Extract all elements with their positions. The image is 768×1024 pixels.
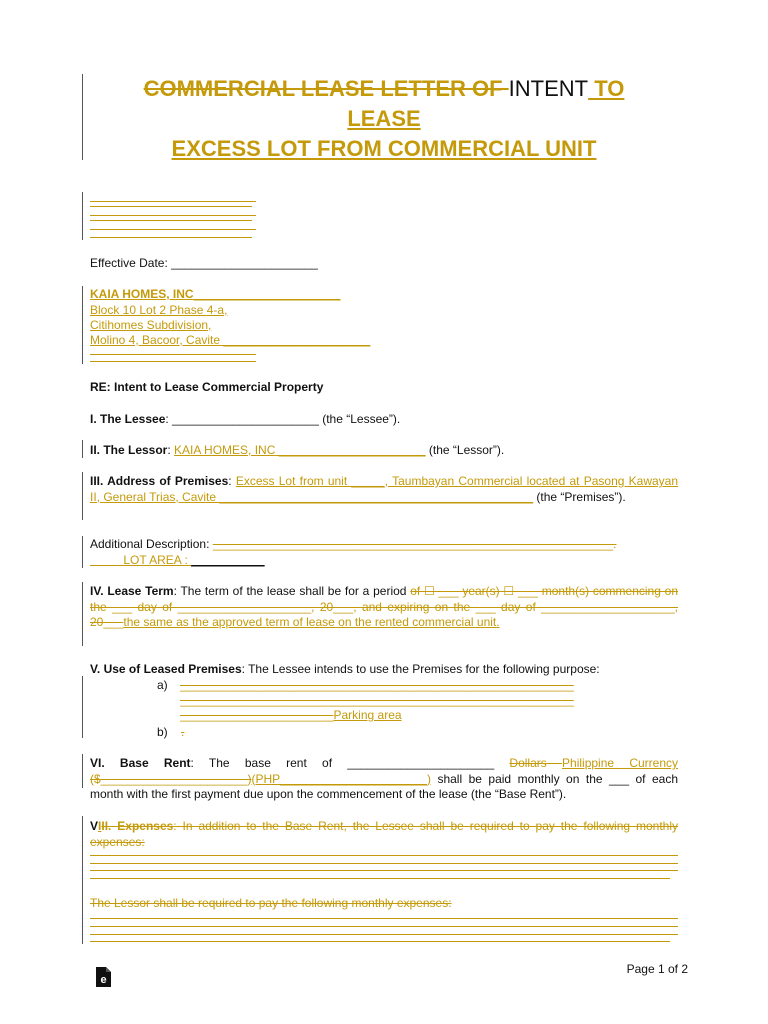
lot-area: LOT AREA : ___________ (123, 553, 265, 567)
change-bar (82, 472, 83, 520)
use-item-b: b) . (157, 725, 185, 739)
lessor-expenses-text: The Lessor shall be required to pay the following monthly expenses: (90, 896, 452, 910)
sender-address-line (90, 229, 256, 230)
sender-address-line (90, 237, 252, 238)
change-bar (82, 286, 83, 364)
lessor-expense-line (90, 926, 678, 927)
addressee-blank-line (90, 361, 256, 362)
change-bar (82, 754, 83, 788)
additional-description: Additional Description: ____________________________________________________________. (90, 537, 617, 551)
document-subtitle: EXCESS LOT FROM COMMERCIAL UNIT (171, 136, 597, 161)
page-number: Page 1 of 2 (626, 962, 688, 976)
premises-section: III. Address of Premises: Excess Lot from unit _____, Taumbayan Commercial located at Pasong Kawayan II, General Trias, Cavite _______________________________________________ (the “Premises”). (90, 474, 679, 504)
lessor-expense-line (90, 918, 678, 919)
lessee-expense-line (90, 863, 678, 864)
change-bar (82, 816, 83, 944)
document-logo-icon (94, 966, 112, 988)
addressee-blank-line (90, 354, 256, 355)
effective-date: Effective Date: ______________________ (90, 256, 318, 270)
change-bar (82, 192, 83, 240)
document-title: COMMERCIAL LEASE LETTER OF INTENT TO (143, 76, 625, 101)
addressee-line1: Block 10 Lot 2 Phase 4-a, (90, 303, 228, 317)
base-rent-section: VI. Base Rent: The base rent of ______________________ Dollars Philippine Currency ($______________________)(PHP______________________) shall be paid monthly on the ___ of each month with the first payment due upon the commencement of the lease (the “Base Rent”). (90, 756, 679, 801)
addressee-line2: Citihomes Subdivision, (90, 318, 212, 332)
use-item-a-label: a) (157, 678, 168, 692)
sender-address-line (90, 220, 252, 221)
sender-address-line (90, 215, 256, 216)
use-section: V. Use of Leased Premises: The Lessee intends to use the Premises for the following purpose: (90, 662, 600, 676)
lessor-section: II. The Lessor: KAIA HOMES, INC ______________________ (the “Lessor”). (90, 443, 505, 457)
lessor-expense-line (90, 934, 678, 935)
sender-address-line (90, 201, 256, 202)
expenses-section: VIII. Expenses: In addition to the Base Rent, the Lessee shall be required to pay the following monthly expenses: (90, 819, 678, 849)
lessee-expense-line (90, 870, 678, 871)
lessor-expense-line (90, 941, 670, 942)
lease-term-section: IV. Lease Term: The term of the lease shall be for a period of ☐ ___ year(s) ☐ ___ month(s) commencing on the ___ day of ____________________, 20___, and expiring on the ___ day of ____________________, 20___the same as the approved term of lease on the rented commercial unit. (90, 584, 678, 629)
use-item-a-lines: ___________________________________________________________ ___________________________________________________________ _______________________Parking area (180, 678, 574, 722)
document-title-line2: LEASE (347, 106, 421, 131)
lessee-section: I. The Lessee: ______________________ (the “Lessee”). (90, 412, 401, 426)
lessee-expense-line (90, 878, 670, 879)
change-bar (82, 536, 83, 568)
addressee-line3: Molino 4, Bacoor, Cavite ______________________ (90, 333, 371, 347)
change-bar (82, 440, 83, 458)
svg-text:e: e (100, 974, 107, 986)
addressee-name: KAIA HOMES, INC______________________ (90, 287, 341, 301)
lessee-expense-line (90, 855, 678, 856)
sender-address-line (90, 206, 252, 207)
re-line: RE: Intent to Lease Commercial Property (90, 380, 324, 394)
change-bar (82, 582, 83, 646)
change-bar (82, 676, 83, 738)
